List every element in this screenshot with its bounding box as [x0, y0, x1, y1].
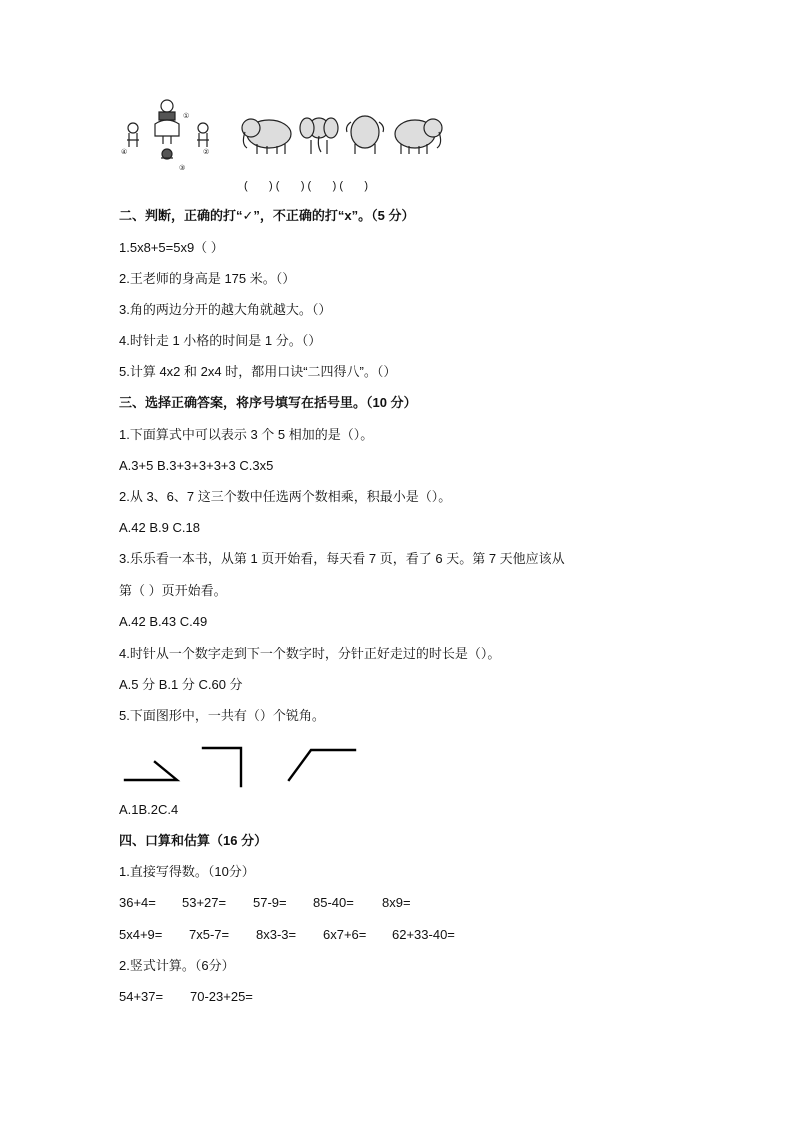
calc-item: 85-40=	[313, 895, 354, 910]
choice-q5: 5.下面图形中，一共有（）个锐角。	[119, 708, 325, 723]
choice-q4: 4.时针从一个数字走到下一个数字时，分针正好走过的时长是（）。	[119, 646, 501, 661]
elephant-side-view-1	[242, 119, 291, 154]
vertical-calc-subheading: 2.竖式计算。（6分）	[119, 958, 235, 973]
angle-figure-1	[125, 762, 177, 780]
calc-item: 7x5-7=	[189, 927, 230, 942]
judge-item-3: 3.角的两边分开的越大角就越大。（）	[119, 302, 332, 317]
calc-item: 70-23+25=	[190, 989, 253, 1004]
judge-item-1: 1.5x8+5=5x9（ ）	[119, 240, 224, 255]
calc-item: 57-9=	[253, 895, 287, 910]
section4-heading: 四、口算和估算（16 分）	[119, 833, 268, 848]
choice-q1-options: A.3+5 B.3+3+3+3+3 C.3x5	[119, 458, 274, 473]
label-2: ②	[203, 148, 210, 156]
mental-math-subheading: 1.直接写得数。（10分）	[119, 864, 255, 879]
angle-figure-3	[289, 750, 355, 780]
calc-item: 5x4+9=	[119, 927, 163, 942]
calc-item: 36+4=	[119, 895, 156, 910]
choice-q3-options: A.42 B.43 C.49	[119, 614, 208, 629]
children-around-elephant-image	[127, 100, 209, 159]
calc-item: 54+37=	[119, 989, 164, 1004]
label-4: ④	[121, 148, 128, 156]
choice-q2-options: A.42 B.9 C.18	[119, 520, 200, 535]
calc-item: 53+27=	[182, 895, 227, 910]
choice-q1: 1.下面算式中可以表示 3 个 5 相加的是（）。	[119, 427, 374, 442]
choice-q3-line2: 第（ ）页开始看。	[119, 583, 227, 598]
section3-heading: 三、选择正确答案，将序号填写在括号里。（10 分）	[119, 395, 417, 410]
calc-item: 62+33-40=	[392, 927, 455, 942]
circle-labels	[121, 112, 209, 172]
angle-figures	[119, 742, 369, 792]
choice-q2: 2.从 3、6、7 这三个数中任选两个数相乘，积最小是（）。	[119, 489, 452, 504]
section2-heading: 二、判断，正确的打“✓”，不正确的打“x”。（5 分）	[119, 208, 415, 223]
angle-figure-2	[203, 748, 241, 786]
elephant-front-view	[300, 118, 338, 154]
label-3: ③	[179, 164, 186, 172]
judge-item-2: 2.王老师的身高是 175 米。（）	[119, 271, 296, 286]
judge-item-4: 4.时针走 1 小格的时间是 1 分。（）	[119, 333, 322, 348]
choice-q3-line1: 3.乐乐看一本书，从第 1 页开始看，每天看 7 页，看了 6 天。第 7 天他应该从	[119, 551, 565, 566]
judge-item-5: 5.计算 4x2 和 2x4 时，都用口诀“二四得八”。（）	[119, 364, 397, 379]
elephant-side-view-2	[395, 119, 442, 154]
elephant-back-view	[347, 116, 384, 154]
calc-item: 8x9=	[382, 895, 411, 910]
elephant-observation-figure	[119, 92, 449, 172]
choice-q5-options: A.1B.2C.4	[119, 802, 179, 817]
choice-q4-options: A.5 分 B.1 分 C.60 分	[119, 677, 243, 692]
label-1: ①	[183, 112, 190, 120]
answer-parentheses-row: ( ) ( ) ( ) ( )	[244, 180, 369, 192]
calc-item: 6x7+6=	[323, 927, 367, 942]
calc-item: 8x3-3=	[256, 927, 297, 942]
